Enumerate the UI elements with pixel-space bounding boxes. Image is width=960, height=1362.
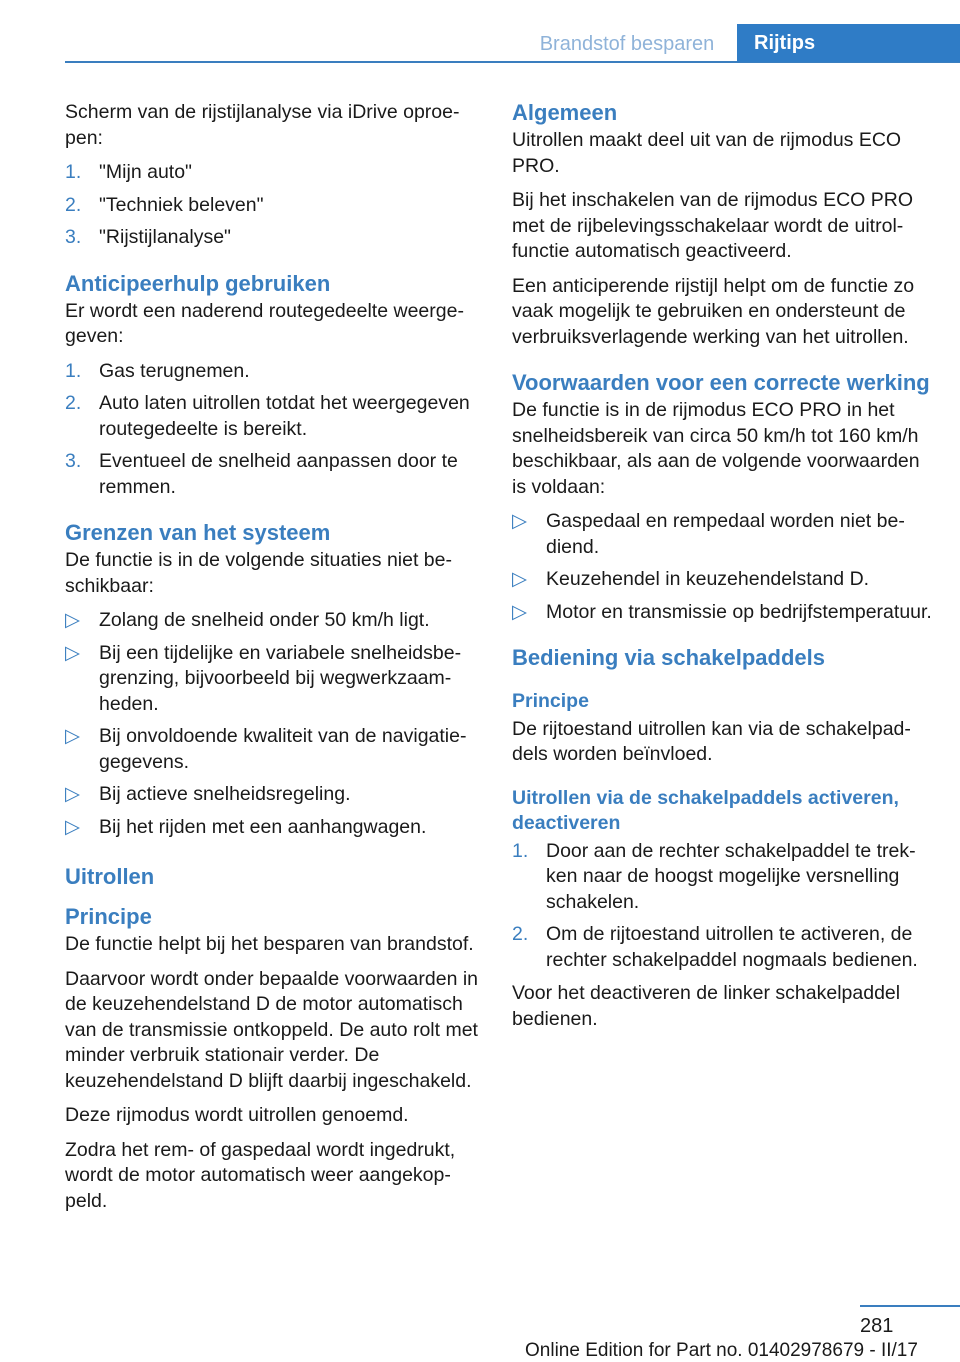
anticipeer-text: Er wordt een naderend routegedeelte weergegeven:: [65, 299, 464, 347]
heading-bediening: Bediening via schakelpaddels: [512, 645, 826, 670]
step-number: 1.: [65, 359, 82, 382]
list-item: [65, 193, 485, 219]
step-number: 2.: [65, 392, 82, 414]
grenzen-list: [65, 608, 485, 840]
triangle-bullet-icon: ▷: [512, 600, 527, 623]
step-text: Gas terugnemen.: [99, 359, 250, 382]
triangle-bullet-icon: ▷: [65, 815, 80, 838]
heading-activeren: Uitrollen via de schakelpaddels activeren, deactiveren: [512, 786, 899, 834]
list-item: [65, 815, 485, 841]
principe-paragraph: De functie helpt bij het besparen van brandstof.: [65, 933, 474, 955]
algemeen-paragraph: Bij het inschakelen van de rijmodus ECO PRO met de rijbelevingsschakelaar wordt de uitrolfunctie automatisch geactiveerd.: [512, 189, 914, 262]
principe-paragraph: Daarvoor wordt onder bepaalde voorwaarden in de keuzehendelstand D de motor automatisch van de transmissie ontkoppeld. De auto rolt met minder verbruik stationair verder. De keuzehendelstand D blijft daarbij ingeschakeld.: [65, 967, 479, 1092]
heading-principe: Principe: [65, 904, 152, 929]
voorwaarden-list: [512, 509, 932, 625]
step-text: Door aan de rechter schakelpaddel te trekken naar de hoogst mogelijke versnelling schakelen.: [546, 839, 916, 913]
deactiveren-text: Voor het deactiveren de linker schakelpaddel bedienen.: [512, 982, 901, 1030]
step-number: 1.: [65, 161, 82, 183]
anticipeer-steps: [65, 359, 485, 501]
voorwaarden-text: De functie is in de rijmodus ECO PRO in het snelheidsbereik van circa 50 km/h tot 160 km/h beschikbaar, als aan de volgende voorwaarden is voldaan:: [512, 399, 920, 498]
principe-paragraph: Zodra het rem- of gaspedaal wordt ingedrukt, wordt de motor automatisch weer aangekoppeld.: [65, 1138, 456, 1212]
triangle-bullet-icon: ▷: [65, 609, 80, 631]
list-item: [65, 225, 485, 251]
activeren-steps: [512, 839, 932, 974]
triangle-bullet-icon: ▷: [512, 510, 527, 532]
algemeen-paragraph: Een anticiperende rijstijl helpt om de functie zo vaak mogelijk te gebruiken en ondersteunt de verbruiksverlagende werking van het uitrollen.: [512, 274, 915, 348]
step-text: "Rijstijlanalyse": [99, 226, 231, 248]
list-item: [512, 600, 932, 626]
right-column: [512, 100, 932, 1041]
step-number: 1.: [512, 839, 529, 862]
bullet-text: Bij het rijden met een aanhangwagen.: [99, 815, 427, 838]
triangle-bullet-icon: ▷: [65, 783, 80, 805]
grenzen-text: De functie is in de volgende situaties niet beschikbaar:: [65, 549, 452, 597]
bullet-text: Bij een tijdelijke en variabele snelheidsbegrenzing, bijvoorbeeld bij wegwerkzaamheden.: [99, 641, 462, 715]
heading-principe-2: Principe: [512, 690, 589, 712]
bullet-text: Zolang de snelheid onder 50 km/h ligt.: [99, 609, 430, 631]
list-item: [65, 359, 485, 385]
list-item: [65, 160, 485, 186]
triangle-bullet-icon: ▷: [65, 725, 80, 747]
header-section-title: Brandstof besparen: [539, 33, 715, 55]
step-number: 2.: [65, 193, 82, 216]
list-item: [65, 608, 485, 634]
list-item: [65, 449, 485, 500]
list-item: [65, 641, 485, 718]
triangle-bullet-icon: ▷: [512, 568, 527, 590]
header-chapter-tab: Rijtips: [737, 24, 960, 62]
step-text: Eventueel de snelheid aanpassen door te remmen.: [99, 450, 458, 498]
list-item: [512, 922, 932, 973]
step-text: Auto laten uitrollen totdat het weergegeven routegedeelte is bereikt.: [99, 392, 470, 440]
step-number: 3.: [65, 226, 82, 248]
list-item: [65, 782, 485, 808]
step-number: 2.: [512, 923, 529, 945]
list-item: [65, 724, 485, 775]
left-column: [65, 100, 485, 1223]
list-item: [512, 509, 932, 560]
triangle-bullet-icon: ▷: [65, 641, 80, 664]
principe2-text: De rijtoestand uitrollen kan via de schakelpaddels worden beïnvloed.: [512, 717, 911, 765]
step-text: Om de rijtoestand uitrollen te activeren, de rechter schakelpaddel nogmaals bedienen.: [546, 923, 918, 971]
principe-paragraph: Deze rijmodus wordt uitrollen genoemd.: [65, 1104, 409, 1126]
bullet-text: Bij onvoldoende kwaliteit van de navigatiegegevens.: [99, 725, 467, 773]
bullet-text: Motor en transmissie op bedrijfstemperatuur.: [546, 600, 932, 623]
algemeen-paragraph: Uitrollen maakt deel uit van de rijmodus ECO PRO.: [512, 129, 902, 177]
heading-anticipeerhulp: Anticipeerhulp gebruiken: [65, 270, 331, 296]
intro-text: Scherm van de rijstijlanalyse via iDrive oproepen:: [65, 101, 460, 149]
step-number: 3.: [65, 450, 82, 472]
heading-uitrollen: Uitrollen: [65, 864, 155, 889]
edition-footer: Online Edition for Part no. 01402978679 - II/17: [525, 1340, 918, 1361]
step-text: "Techniek beleven": [99, 193, 264, 216]
bullet-text: Gaspedaal en rempedaal worden niet bediend.: [546, 510, 905, 558]
list-item: [512, 567, 932, 593]
bullet-text: Bij actieve snelheidsregeling.: [99, 783, 351, 805]
intro-steps: [65, 160, 485, 251]
list-item: [65, 391, 485, 442]
bullet-text: Keuzehendel in keuzehendelstand D.: [546, 568, 870, 590]
heading-algemeen: Algemeen: [512, 100, 618, 125]
step-text: "Mijn auto": [99, 161, 192, 183]
heading-grenzen: Grenzen van het systeem: [65, 520, 331, 545]
heading-voorwaarden: Voorwaarden voor een correcte werking: [512, 370, 930, 395]
list-item: [512, 839, 932, 916]
page-number: 281: [860, 1315, 894, 1337]
footer-rule: [860, 1305, 960, 1307]
